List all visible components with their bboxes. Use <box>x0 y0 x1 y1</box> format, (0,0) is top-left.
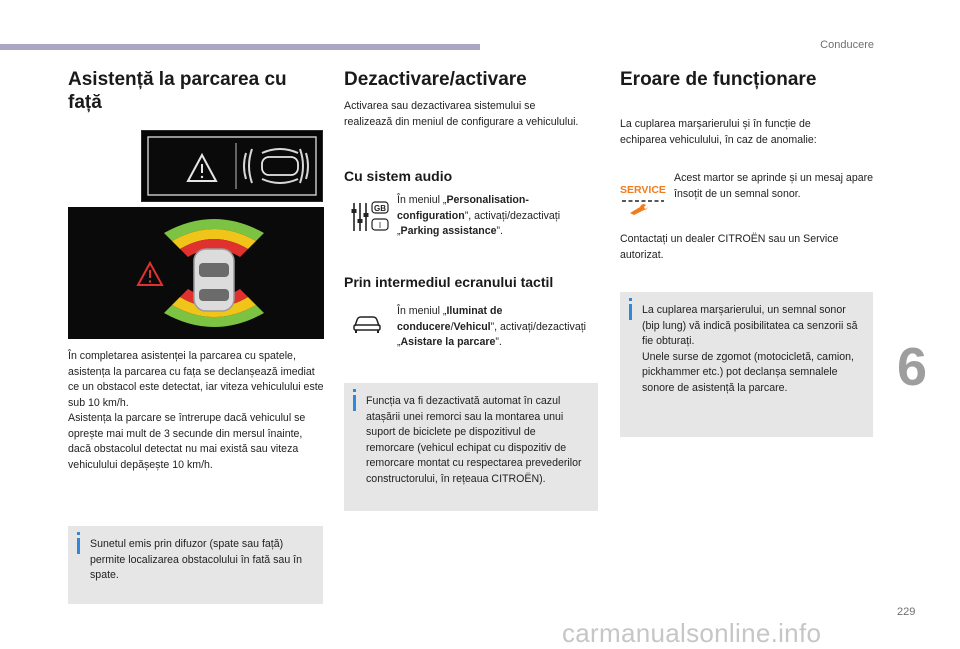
front-parking-description: În completarea asistenței la parcarea cu spatele, asistența la parcarea cu fața se declanșează imediat ce un obstacol este detectat, iar viteza vehiculului este sub 10 km/h. Asistența la parcare se întrerupe dacă vehiculul se oprește mai mult de 3 secunde din mersul înainte, dacă obstacolul detectat nu mai există sau viteza vehiculului depășește 10 km/h. <box>68 350 324 471</box>
info-marker-icon <box>629 304 632 320</box>
page-number: 229 <box>897 606 916 618</box>
settings-sliders-icon <box>350 197 390 235</box>
malfunction-intro: La cuplarea marșarierului și în funcție de echiparea vehiculului, în caz de anomalie: <box>620 118 817 146</box>
deactivation-intro: Activarea sau dezactivarea sistemului se realizează din meniul de configurare a vehiculului. <box>344 100 579 128</box>
touchscreen-heading: Prin intermediul ecranului tactil <box>344 274 554 290</box>
header-accent-bar <box>0 44 480 50</box>
watermark: carmanualsonline.info <box>562 618 822 648</box>
service-wrench-icon <box>620 180 666 216</box>
parking-zones-illustration <box>68 207 324 339</box>
front-parking-title: Asistență la parcarea cu față <box>68 69 287 113</box>
info-note-speaker <box>68 526 323 604</box>
parking-sensor-zones-image <box>68 207 324 339</box>
audio-system-heading: Cu sistem audio <box>344 168 453 184</box>
chapter-number: 6 <box>897 337 928 397</box>
info-marker-icon <box>77 538 80 554</box>
audio-instruction-text: În meniul „Personalisation-configuration”, activați/dezactivați „Parking assistance”. <box>397 194 561 237</box>
info-note-trailer <box>344 383 598 511</box>
info-note-text: Funcția va fi dezactivată automat în cazul atașării unei remorci sau la montarea unui suport de biciclete pe dispozitivul de remorcare (vehicul echipat cu dispozitiv de remorcare montat cu respectarea prevederilor constructorului, în rețeaua CITROËN). <box>366 395 582 485</box>
contact-dealer-text: Contactați un dealer CITROËN sau un Service autorizat. <box>620 233 839 261</box>
service-warning-text: Acest martor se aprinde și un mesaj apare însoțit de un semnal sonor. <box>674 172 874 200</box>
info-note-sensors <box>620 292 873 437</box>
display-screen-illustration <box>142 131 322 201</box>
info-marker-icon <box>353 395 356 411</box>
service-label: SERVICE <box>620 184 666 196</box>
badge-top-label: GB <box>374 204 386 213</box>
touchscreen-instruction-text: În meniul „Iluminat de conducere/Vehicul”, activați/dezactivați „Asistare la parcare”. <box>397 305 587 348</box>
info-note-text: Sunetul emis prin difuzor (spate sau față) permite localizarea obstacolului în fată sau în spate. <box>90 538 302 581</box>
malfunction-title: Eroare de funcționare <box>620 69 817 90</box>
info-note-text: La cuplarea marșarierului, un semnal sonor (bip lung) vă indică posibilitatea ca senzorii să fie obturați. Unele surse de zgomot (motocicletă, camion, pickhammer etc.) pot declanșa semnalele sonore de asistență la parcare. <box>642 304 858 394</box>
car-icon <box>352 312 382 334</box>
deactivation-title: Dezactivare/activare <box>344 69 527 90</box>
badge-bottom-label: I <box>378 221 382 230</box>
display-screen-image <box>141 130 323 202</box>
section-title: Conducere <box>820 39 874 51</box>
